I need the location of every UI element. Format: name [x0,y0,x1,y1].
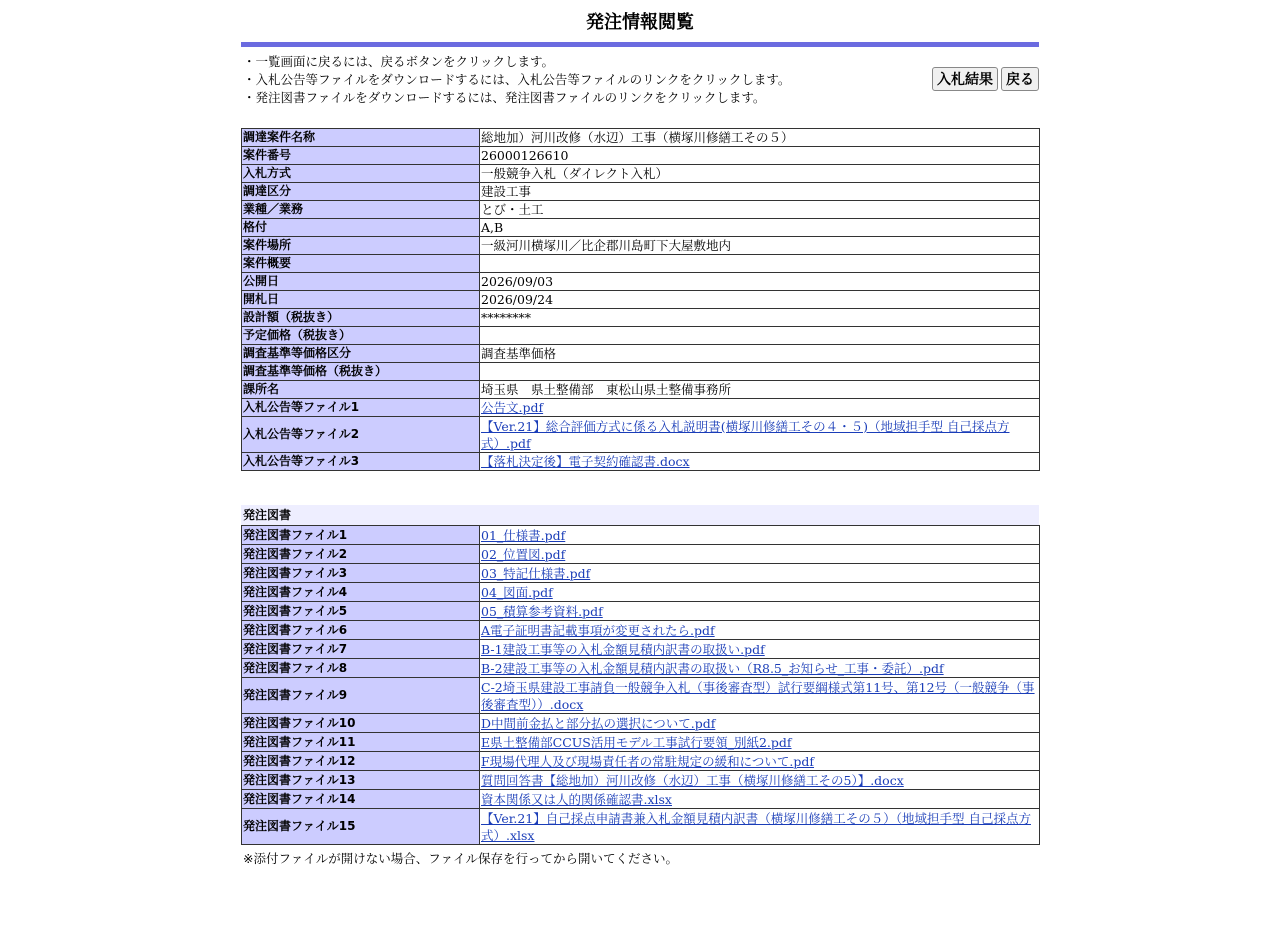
row-value [480,417,1040,453]
drawings-section-title: 発注図書 [241,505,1039,525]
row-value: 建設工事 [480,183,1040,201]
table-row [242,363,1040,381]
file-link[interactable]: B-2建設工事等の入札金額見積内訳書の取扱い（R8.5_お知らせ_工事・委託）.pdf [481,660,944,676]
table-row [242,659,1040,678]
row-label: 発注図書ファイル12 [242,752,480,771]
row-value [480,602,1040,621]
table-row [242,291,1040,309]
instructions [241,47,1039,107]
table-row [242,255,1040,273]
page-container [241,0,1039,867]
file-link[interactable]: F現場代理人及び現場責任者の常駐規定の緩和について.pdf [481,753,815,769]
row-value [480,714,1040,733]
row-label: 発注図書ファイル7 [242,640,480,659]
table-row [242,399,1040,417]
row-label: 発注図書ファイル11 [242,733,480,752]
row-label: 調達案件名称 [242,129,480,147]
row-label: 発注図書ファイル4 [242,583,480,602]
table-row [242,345,1040,363]
file-link[interactable]: 01_仕様書.pdf [481,527,566,543]
table-row [242,545,1040,564]
row-value: 2026/09/24 [480,291,1040,309]
row-label: 発注図書ファイル6 [242,621,480,640]
row-label: 調査基準等価格区分 [242,345,480,363]
page-title: 発注情報閲覧 [586,12,694,33]
row-label: 案件番号 [242,147,480,165]
row-value [480,809,1040,845]
row-label: 入札公告等ファイル1 [242,399,480,417]
row-label: 設計額（税抜き） [242,309,480,327]
row-value [480,545,1040,564]
row-label: 調達区分 [242,183,480,201]
row-label: 調査基準等価格（税抜き） [242,363,480,381]
row-value: 一般競争入札（ダイレクト入札） [480,165,1040,183]
table-row [242,526,1040,545]
row-label: 入札公告等ファイル2 [242,417,480,453]
file-link[interactable]: 【Ver.21】自己採点申請書兼入札金額見積内訳書（横塚川修繕工その５）（地域担手型 自己採点方式）.xlsx [481,810,1031,843]
table-row [242,714,1040,733]
table-row [242,381,1040,399]
row-value: 総地加）河川改修（水辺）工事（横塚川修繕工その５） [480,129,1040,147]
row-label: 発注図書ファイル3 [242,564,480,583]
row-label: 発注図書ファイル9 [242,678,480,714]
row-value [480,790,1040,809]
row-label: 開札日 [242,291,480,309]
table-row [242,640,1040,659]
table-row [242,129,1040,147]
table-row [242,201,1040,219]
row-label: 発注図書ファイル5 [242,602,480,621]
row-label: 発注図書ファイル8 [242,659,480,678]
table-row [242,564,1040,583]
row-value: A,B [480,219,1040,237]
row-value: 調査基準価格 [480,345,1040,363]
file-link[interactable]: 【Ver.21】総合評価方式に係る入札説明書(横塚川修繕工その４・５)（地域担手型 自己採点方式）.pdf [481,418,1010,451]
file-link[interactable]: 05_積算参考資料.pdf [481,603,603,619]
row-label: 発注図書ファイル13 [242,771,480,790]
row-value [480,399,1040,417]
procurement-info-table [241,128,1040,471]
table-row [242,678,1040,714]
table-row [242,327,1040,345]
row-value [480,564,1040,583]
file-link[interactable]: D中間前金払と部分払の選択について.pdf [481,715,716,731]
row-label: 発注図書ファイル15 [242,809,480,845]
row-value: 2026/09/03 [480,273,1040,291]
instruction-list [241,47,1039,107]
row-value [480,255,1040,273]
table-row [242,771,1040,790]
row-value: 埼玉県 県土整備部 東松山県土整備事務所 [480,381,1040,399]
row-value [480,453,1040,471]
row-label: 格付 [242,219,480,237]
row-label: 入札方式 [242,165,480,183]
file-link[interactable]: 公告文.pdf [481,400,544,415]
row-value [480,363,1040,381]
row-value [480,583,1040,602]
row-label: 入札公告等ファイル3 [242,453,480,471]
table-row [242,219,1040,237]
file-link[interactable]: C-2埼玉県建設工事請負一般競争入札（事後審査型）試行要綱様式第11号、第12号（一般競争（事後審査型））.docx [481,679,1035,712]
row-label: 発注図書ファイル10 [242,714,480,733]
row-value: 26000126610 [480,147,1040,165]
row-label: 案件概要 [242,255,480,273]
table-row [242,583,1040,602]
row-value: ******** [480,309,1040,327]
file-link[interactable]: B-1建設工事等の入札金額見積内訳書の取扱い.pdf [481,641,765,657]
row-label: 業種／業務 [242,201,480,219]
row-value [480,621,1040,640]
row-label: 案件場所 [242,237,480,255]
table-row [242,752,1040,771]
row-label: 公開日 [242,273,480,291]
table-row [242,183,1040,201]
table-row [242,237,1040,255]
instruction-item: ・一覧画面に戻るには、戻るボタンをクリックします。 [243,54,555,69]
bid-result-button[interactable]: 入札結果 [932,67,998,91]
row-value [480,659,1040,678]
row-value: 一級河川横塚川／比企郡川島町下大屋敷地内 [480,237,1040,255]
footer-note: ※添付ファイルが開けない場合、ファイル保存を行ってから開いてください。 [243,851,678,866]
row-label: 発注図書ファイル14 [242,790,480,809]
file-link[interactable]: 質問回答書【総地加）河川改修（水辺）工事（横塚川修繕工その5）】.docx [481,772,904,788]
table-row [242,453,1040,471]
table-row [242,621,1040,640]
drawings-table [241,525,1040,845]
table-row [242,790,1040,809]
row-value [480,771,1040,790]
file-link[interactable]: 02_位置図.pdf [481,546,566,562]
file-link[interactable]: 04_図面.pdf [481,584,553,600]
instruction-item: ・入札公告等ファイルをダウンロードするには、入札公告等ファイルのリンクをクリックします。 [243,72,791,87]
row-label: 発注図書ファイル1 [242,526,480,545]
row-value [480,640,1040,659]
row-value [480,752,1040,771]
file-link[interactable]: 03_特記仕様書.pdf [481,565,591,581]
back-button[interactable]: 戻る [1001,67,1039,91]
row-label: 予定価格（税抜き） [242,327,480,345]
row-value [480,327,1040,345]
row-value [480,733,1040,752]
table-row [242,147,1040,165]
row-label: 課所名 [242,381,480,399]
row-label: 発注図書ファイル2 [242,545,480,564]
instruction-item: ・発注図書ファイルをダウンロードするには、発注図書ファイルのリンクをクリックします。 [243,90,766,105]
file-link[interactable]: E県土整備部CCUS活用モデル工事試行要領_別紙2.pdf [481,734,792,750]
table-row [242,733,1040,752]
table-row [242,165,1040,183]
table-row [242,273,1040,291]
action-buttons [932,67,1039,91]
row-value [480,678,1040,714]
table-row [242,309,1040,327]
row-value [480,526,1040,545]
file-link[interactable]: 【落札決定後】電子契約確認書.docx [481,454,690,469]
table-row [242,417,1040,453]
table-row [242,602,1040,621]
row-value: とび・土工 [480,201,1040,219]
file-link[interactable]: 資本関係又は人的関係確認書.xlsx [481,791,672,807]
table-row [242,809,1040,845]
file-link[interactable]: A電子証明書記載事項が変更されたら.pdf [481,622,715,638]
